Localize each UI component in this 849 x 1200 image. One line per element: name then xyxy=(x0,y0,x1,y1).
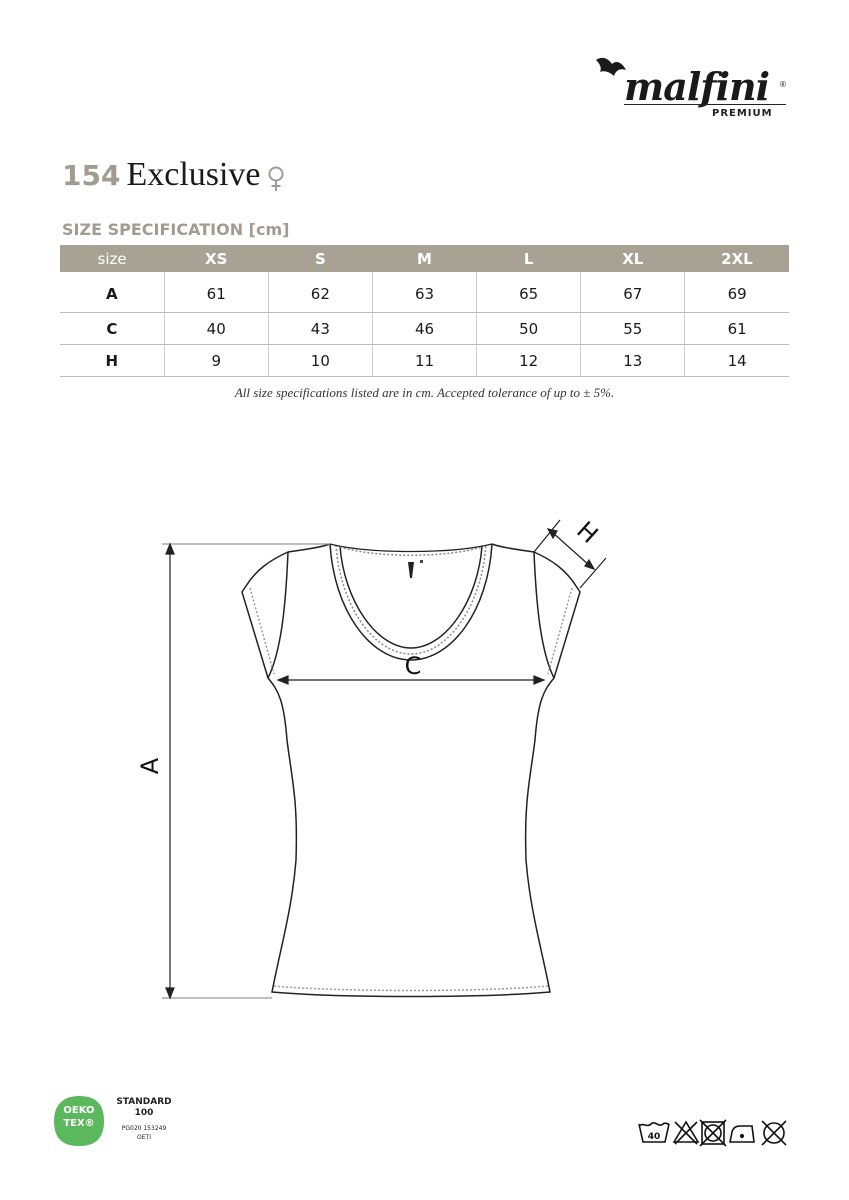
row-label: H xyxy=(60,345,164,377)
table-cell: 55 xyxy=(581,313,685,345)
female-icon xyxy=(267,165,285,193)
oeko-tex-badge xyxy=(52,1094,192,1154)
no-tumble-dry-icon xyxy=(700,1120,726,1146)
wash-temp: 40 xyxy=(647,1132,661,1142)
table-cell: 14 xyxy=(685,345,789,377)
brand-underline xyxy=(624,104,786,105)
standard-line1: STANDARD xyxy=(116,1097,172,1107)
table-cell: 65 xyxy=(477,272,581,313)
table-row xyxy=(60,272,789,313)
tolerance-note: All size specifications listed are in cm. Accepted tolerance of up to ± 5%. xyxy=(234,385,615,400)
table-cell: 61 xyxy=(164,272,268,313)
brand-logo xyxy=(594,50,794,122)
table-cell: 61 xyxy=(685,313,789,345)
row-label: A xyxy=(60,272,164,313)
iron-low-icon xyxy=(730,1126,754,1142)
table-cell: 40 xyxy=(164,313,268,345)
header-size: XL xyxy=(581,245,685,272)
table-cell: 62 xyxy=(268,272,372,313)
table-cell: 67 xyxy=(581,272,685,313)
brand-name: malfini xyxy=(624,64,770,109)
table-cell: 69 xyxy=(685,272,789,313)
size-table xyxy=(60,245,789,377)
header-size: M xyxy=(372,245,476,272)
table-cell: 43 xyxy=(268,313,372,345)
oeko-standard xyxy=(112,1097,176,1119)
header-size: 2XL xyxy=(685,245,789,272)
table-cell: 13 xyxy=(581,345,685,377)
oeko-tex-label xyxy=(52,1104,106,1130)
brand-premium: PREMIUM xyxy=(712,108,773,119)
code-line2: OETI xyxy=(137,1134,151,1141)
product-title xyxy=(62,156,285,196)
header-size: L xyxy=(477,245,581,272)
standard-line2: 100 xyxy=(134,1108,154,1118)
no-bleach-icon xyxy=(674,1122,698,1144)
header-size: S xyxy=(268,245,372,272)
wash-40-icon xyxy=(639,1123,669,1142)
oeko-line2: TEX® xyxy=(63,1118,95,1129)
product-code: 154 xyxy=(62,159,121,192)
row-label: C xyxy=(60,313,164,345)
code-line1: PG020 153249 xyxy=(121,1125,167,1132)
tshirt-diagram xyxy=(0,500,849,1020)
oeko-line1: OEKO xyxy=(63,1105,95,1116)
header-size: XS xyxy=(164,245,268,272)
table-row xyxy=(60,345,789,377)
table-cell: 50 xyxy=(477,313,581,345)
dimension-c-label: C xyxy=(404,652,422,680)
table-row xyxy=(60,313,789,345)
table-cell: 9 xyxy=(164,345,268,377)
table-header-row xyxy=(60,245,789,272)
neck-label-icon xyxy=(408,560,423,578)
section-title: SIZE SPECIFICATION [cm] xyxy=(62,220,290,239)
oeko-code xyxy=(112,1124,176,1142)
table-cell: 11 xyxy=(372,345,476,377)
table-cell: 10 xyxy=(268,345,372,377)
tshirt-outline xyxy=(242,544,580,997)
table-cell: 63 xyxy=(372,272,476,313)
product-name: Exclusive xyxy=(126,156,261,193)
brand-registered: ® xyxy=(780,80,786,89)
dimension-a xyxy=(162,544,330,998)
header-size-label: size xyxy=(60,245,164,272)
table-cell: 12 xyxy=(477,345,581,377)
care-symbols xyxy=(636,1118,796,1148)
table-cell: 46 xyxy=(372,313,476,345)
no-dry-clean-icon xyxy=(762,1121,786,1145)
dimension-a-label: A xyxy=(136,757,164,775)
dimension-h-label: H xyxy=(571,516,604,549)
